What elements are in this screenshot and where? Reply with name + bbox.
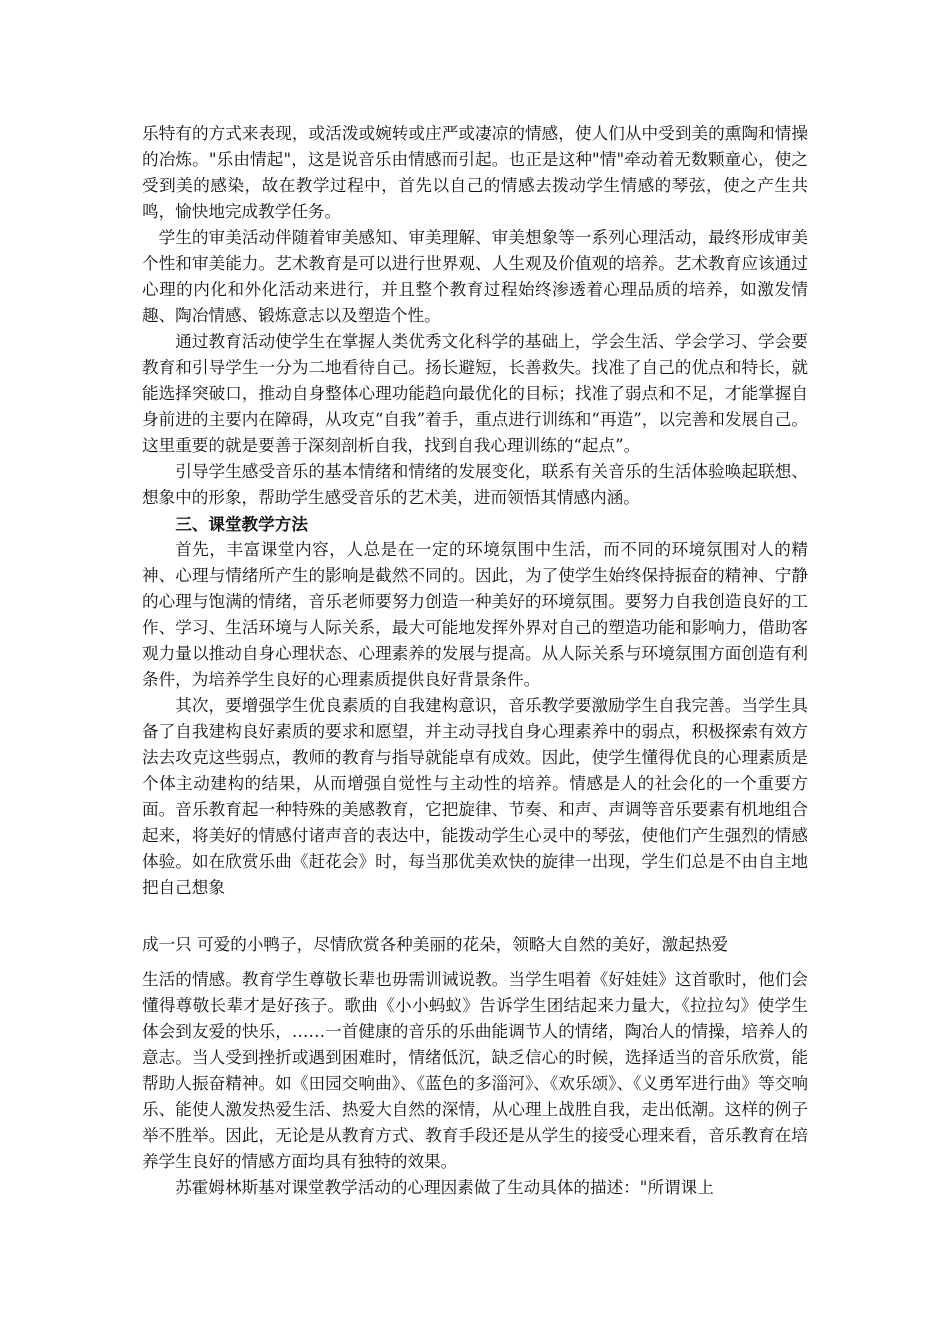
paragraph-5: 首先，丰富课堂内容，人总是在一定的环境氛围中生活，而不同的环境氛围对人的精神、心理与情绪所产生的影响是截然不同的。因此，为了使学生始终保持振奋的精神、宁静的心理与饱满的情绪，音乐老师要努力创造一种美好的环境氛围。要努力自我创造良好的工作、学习、生活环境与人际关系，最大可能地发挥外界对自己的塑造功能和影响力，借助客观力量以推动自身心理状态、心理素养的发展与提高。从人际关系与环境氛围方面创造有利条件，为培养学生良好的心理素质提供良好背景条件。	[142, 540, 808, 689]
paragraph-1: 乐特有的方式来表现，或活泼或婉转或庄严或凄凉的情感，使人们从中受到美的熏陶和情操的冶炼。"乐由情起"，这是说音乐由情感而引起。也正是这种"情"牵动着无数颗童心，使之受到美的感染，故在教学过程中，首先以自己的情感去拨动学生情感的琴弦，使之产生共鸣，愉快地完成教学任务。	[142, 124, 808, 221]
paragraph-8: 苏霍姆林斯基对课堂教学活动的心理因素做了生动具体的描述："所谓课上	[175, 1178, 714, 1197]
paragraph-7: 生活的情感。教育学生尊敬长辈也毋需训诫说教。当学生唱着《好娃娃》这首歌时，他们会懂得尊敬长辈才是好孩子。歌曲《小小蚂蚁》告诉学生团结起来力量大，《拉拉勾》使学生体会到友爱的快乐，……一首健康的音乐的乐曲能调节人的情绪，陶冶人的情操，培养人的意志。当人受到挫折或遇到困难时，情绪低沉，缺乏信心的时候，选择适当的音乐欣赏，能帮助人振奋精神。如《田园交响曲》、《蓝色的多淄河》、《欢乐颂》、《义勇军进行曲》等交响乐、能使人激发热爱生活、热爱大自然的深情，从心理上战胜自我，走出低潮。这样的例子举不胜举。因此，无论是从教育方式、教育手段还是从学生的接受心理来看，音乐教育在培养学生良好的情感方面均具有独特的效果。	[142, 970, 808, 1171]
paragraph-3: 通过教育活动使学生在掌握人类优秀文化科学的基础上，学会生活、学会学习、学会要教育和引导学生一分为二地看待自己。扬长避短，长善救失。找准了自己的优点和特长，就能选择突破口，推动自身整体心理功能趋向最优化的目标；找准了弱点和不足，才能掌握自身前进的主要内在障碍，从攻克“自我”着手，重点进行训练和“再造”，以完善和发展自己。这里重要的就是要善于深刻剖析自我，找到自我心理训练的“起点”。	[142, 332, 808, 455]
body-text-isolated-line	[142, 932, 808, 958]
body-text-lower	[142, 967, 808, 1201]
paragraph-4: 引导学生感受音乐的基本情绪和情绪的发展变化，联系有关音乐的生活体验唤起联想、想象中的形象，帮助学生感受音乐的艺术美，进而领悟其情感内涵。	[142, 462, 808, 507]
body-text-upper	[142, 121, 808, 901]
paragraph-6: 其次，要增强学生优良素质的自我建构意识，音乐教学要激励学生自我完善。当学生具备了自我建构良好素质的要求和愿望，并主动寻找自身心理素养中的弱点，积极探索有效方法去攻克这些弱点，教师的教育与指导就能卓有成效。因此，使学生懂得优良的心理素质是个体主动建构的结果，从而增强自觉性与主动性的培养。情感是人的社会化的一个重要方面。音乐教育起一种特殊的美感教育，它把旋律、节奏、和声、声调等音乐要素有机地组合起来，将美好的情感付诸声音的表达中，能拨动学生心灵中的琴弦，使他们产生强烈的情感体验。如在欣赏乐曲《赶花会》时，每当那优美欢快的旋律一出现，学生们总是不由自主地把自己想象	[142, 696, 808, 897]
paragraph-2: 学生的审美活动伴随着审美感知、审美理解、审美想象等一系列心理活动，最终形成审美个性和审美能力。艺术教育是可以进行世界观、人生观及价值观的培养。艺术教育应该通过心理的内化和外化活动来进行，并且整个教育过程始终渗透着心理品质的培养，如激发情趣、陶冶情感、锻炼意志以及塑造个性。	[142, 228, 808, 325]
section-heading: 三、课堂教学方法	[175, 514, 308, 534]
isolated-line: 成一只 可爱的小鸭子，尽情欣赏各种美丽的花朵，领略大自然的美好，激起热爱	[142, 935, 729, 954]
